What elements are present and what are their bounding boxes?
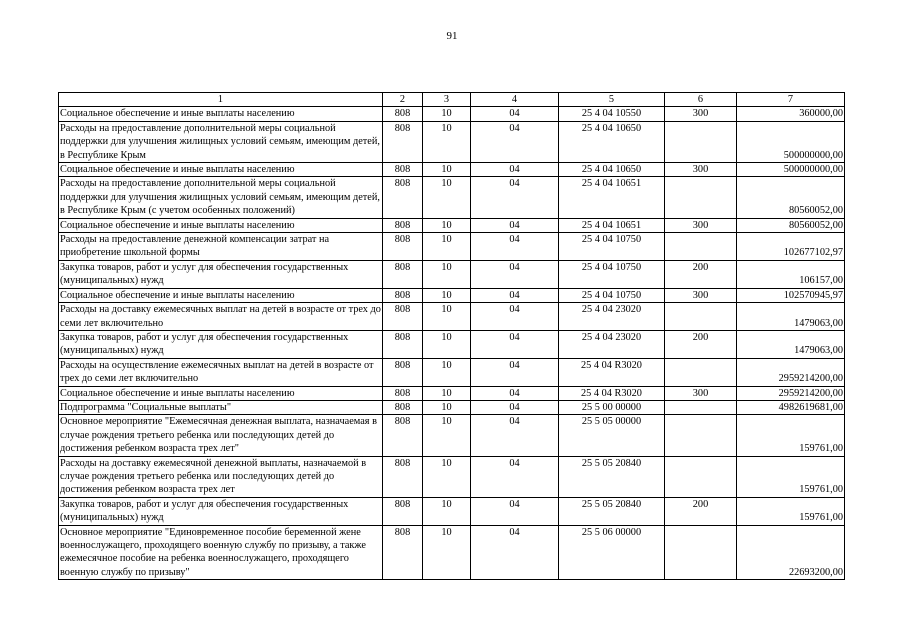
header-cell: 5: [559, 93, 665, 107]
section-code-cell: 10: [423, 177, 471, 218]
amount-cell: 159761,00: [737, 497, 845, 525]
section-code-cell: 10: [423, 121, 471, 162]
expense-name-cell: Расходы на предоставление дополнительной меры социальной поддержки для улучшения жилищных условий семьям, имеющим детей, в Республике Крым (с учетом особенных положений): [59, 177, 383, 218]
table-row: [59, 107, 845, 121]
section-code-cell: 10: [423, 386, 471, 400]
expense-name-cell: Расходы на предоставление дополнительной меры социальной поддержки для улучшения жилищных условий семьям, имеющим детей, в Республике Крым: [59, 121, 383, 162]
expense-type-cell: 300: [665, 386, 737, 400]
section-code-cell: 10: [423, 107, 471, 121]
grbs-code-cell: 808: [383, 456, 423, 497]
amount-cell: 1479063,00: [737, 303, 845, 331]
section-code-cell: 10: [423, 260, 471, 288]
expense-type-cell: 300: [665, 163, 737, 177]
expense-name-cell: Социальное обеспечение и иные выплаты населению: [59, 107, 383, 121]
grbs-code-cell: 808: [383, 358, 423, 386]
section-code-cell: 10: [423, 330, 471, 358]
section-code-cell: 10: [423, 400, 471, 414]
budget-table: [58, 92, 845, 580]
expense-name-cell: Социальное обеспечение и иные выплаты населению: [59, 163, 383, 177]
target-article-cell: 25 4 04 23020: [559, 303, 665, 331]
amount-cell: 360000,00: [737, 107, 845, 121]
expense-type-cell: 200: [665, 497, 737, 525]
table-row: [59, 177, 845, 218]
table-row: [59, 288, 845, 302]
target-article-cell: 25 4 04 10750: [559, 233, 665, 261]
table-row: [59, 233, 845, 261]
target-article-cell: 25 4 04 R3020: [559, 386, 665, 400]
table-row: [59, 400, 845, 414]
table-row: [59, 415, 845, 456]
expense-name-cell: Основное мероприятие "Единовременное пособие беременной жене военнослужащего, проходящего военную службу по призыву, а также ежемесячное пособие на ребенка военнослужащего, проходящего военную службу по призыву": [59, 525, 383, 580]
amount-cell: 80560052,00: [737, 218, 845, 232]
expense-type-cell: [665, 177, 737, 218]
target-article-cell: 25 4 04 23020: [559, 330, 665, 358]
amount-cell: 102677102,97: [737, 233, 845, 261]
table-row: [59, 163, 845, 177]
target-article-cell: 25 4 04 10750: [559, 288, 665, 302]
expense-type-cell: [665, 456, 737, 497]
table-row: [59, 358, 845, 386]
subsection-code-cell: 04: [471, 497, 559, 525]
amount-cell: 159761,00: [737, 415, 845, 456]
grbs-code-cell: 808: [383, 386, 423, 400]
grbs-code-cell: 808: [383, 163, 423, 177]
target-article-cell: 25 4 04 10550: [559, 107, 665, 121]
header-row: [59, 93, 845, 107]
grbs-code-cell: 808: [383, 260, 423, 288]
expense-name-cell: Закупка товаров, работ и услуг для обеспечения государственных (муниципальных) нужд: [59, 497, 383, 525]
table-row: [59, 218, 845, 232]
expense-name-cell: Основное мероприятие "Ежемесячная денежная выплата, назначаемая в случае рождения третьего ребенка или последующих детей до достижения ребенком возраста трех лет": [59, 415, 383, 456]
expense-type-cell: 300: [665, 218, 737, 232]
section-code-cell: 10: [423, 358, 471, 386]
header-cell: 3: [423, 93, 471, 107]
grbs-code-cell: 808: [383, 121, 423, 162]
amount-cell: 159761,00: [737, 456, 845, 497]
table-row: [59, 303, 845, 331]
grbs-code-cell: 808: [383, 233, 423, 261]
subsection-code-cell: 04: [471, 358, 559, 386]
expense-name-cell: Расходы на предоставление денежной компенсации затрат на приобретение школьной формы: [59, 233, 383, 261]
amount-cell: 2959214200,00: [737, 386, 845, 400]
section-code-cell: 10: [423, 456, 471, 497]
header-cell: 7: [737, 93, 845, 107]
target-article-cell: 25 5 05 00000: [559, 415, 665, 456]
section-code-cell: 10: [423, 415, 471, 456]
expense-type-cell: [665, 358, 737, 386]
subsection-code-cell: 04: [471, 218, 559, 232]
grbs-code-cell: 808: [383, 415, 423, 456]
expense-name-cell: Расходы на осуществление ежемесячных выплат на детей в возрасте от трех до семи лет включительно: [59, 358, 383, 386]
expense-name-cell: Расходы на доставку ежемесячной денежной выплаты, назначаемой в случае рождения третьего ребенка или последующих детей до достижения ребенком возраста трех лет: [59, 456, 383, 497]
subsection-code-cell: 04: [471, 525, 559, 580]
expense-type-cell: 200: [665, 260, 737, 288]
target-article-cell: 25 4 04 10750: [559, 260, 665, 288]
subsection-code-cell: 04: [471, 303, 559, 331]
table-row: [59, 260, 845, 288]
section-code-cell: 10: [423, 303, 471, 331]
expense-name-cell: Социальное обеспечение и иные выплаты населению: [59, 218, 383, 232]
expense-name-cell: Социальное обеспечение и иные выплаты населению: [59, 288, 383, 302]
expense-name-cell: Расходы на доставку ежемесячных выплат на детей в возрасте от трех до семи лет включительно: [60, 304, 381, 329]
expense-name-cell: Закупка товаров, работ и услуг для обеспечения государственных (муниципальных) нужд: [59, 260, 383, 288]
amount-cell: 500000000,00: [737, 121, 845, 162]
expense-type-cell: [665, 400, 737, 414]
target-article-cell: 25 5 00 00000: [559, 400, 665, 414]
subsection-code-cell: 04: [471, 288, 559, 302]
amount-cell: 1479063,00: [737, 330, 845, 358]
page-number: 91: [446, 30, 458, 42]
section-code-cell: 10: [423, 163, 471, 177]
amount-cell: 80560052,00: [737, 177, 845, 218]
section-code-cell: 10: [423, 525, 471, 580]
grbs-code-cell: 808: [383, 525, 423, 580]
target-article-cell: 25 4 04 10650: [559, 121, 665, 162]
grbs-code-cell: 808: [383, 303, 423, 331]
subsection-code-cell: 04: [471, 107, 559, 121]
expense-name-cell: Социальное обеспечение и иные выплаты населению: [59, 386, 383, 400]
target-article-cell: 25 4 04 10650: [559, 163, 665, 177]
expense-type-cell: [665, 233, 737, 261]
section-code-cell: 10: [423, 233, 471, 261]
table-row: [59, 497, 845, 525]
subsection-code-cell: 04: [471, 415, 559, 456]
section-code-cell: 10: [423, 288, 471, 302]
table-body: [59, 93, 845, 580]
section-code-cell: 10: [423, 497, 471, 525]
target-article-cell: 25 4 04 R3020: [559, 358, 665, 386]
expense-type-cell: 300: [665, 107, 737, 121]
subsection-code-cell: 04: [471, 121, 559, 162]
grbs-code-cell: 808: [383, 497, 423, 525]
amount-cell: 2959214200,00: [737, 358, 845, 386]
amount-cell: 102570945,97: [737, 288, 845, 302]
header-cell: 6: [665, 93, 737, 107]
expense-type-cell: 300: [665, 288, 737, 302]
subsection-code-cell: 04: [471, 330, 559, 358]
header-cell: 2: [383, 93, 423, 107]
target-article-cell: 25 4 04 10651: [559, 177, 665, 218]
table-row: [59, 330, 845, 358]
amount-cell: 4982619681,00: [737, 400, 845, 414]
subsection-code-cell: 04: [471, 233, 559, 261]
expense-name-cell: Подпрограмма "Социальные выплаты": [59, 400, 383, 414]
table-row: [59, 456, 845, 497]
amount-cell: 106157,00: [737, 260, 845, 288]
subsection-code-cell: 04: [471, 456, 559, 497]
target-article-cell: 25 5 05 20840: [559, 456, 665, 497]
grbs-code-cell: 808: [383, 330, 423, 358]
target-article-cell: 25 5 06 00000: [559, 525, 665, 580]
expense-type-cell: [665, 525, 737, 580]
grbs-code-cell: 808: [383, 218, 423, 232]
table-row: [59, 121, 845, 162]
target-article-cell: 25 5 05 20840: [559, 497, 665, 525]
section-code-cell: 10: [423, 218, 471, 232]
grbs-code-cell: 808: [383, 177, 423, 218]
subsection-code-cell: 04: [471, 260, 559, 288]
target-article-cell: 25 4 04 10651: [559, 218, 665, 232]
table-row: [59, 386, 845, 400]
expense-type-cell: [665, 121, 737, 162]
expense-type-cell: 200: [665, 330, 737, 358]
header-cell: 4: [471, 93, 559, 107]
grbs-code-cell: 808: [383, 288, 423, 302]
expense-name-cell: Закупка товаров, работ и услуг для обеспечения государственных (муниципальных) нужд: [59, 330, 383, 358]
grbs-code-cell: 808: [383, 107, 423, 121]
amount-cell: 22693200,00: [737, 525, 845, 580]
subsection-code-cell: 04: [471, 177, 559, 218]
subsection-code-cell: 04: [471, 386, 559, 400]
grbs-code-cell: 808: [383, 400, 423, 414]
expense-type-cell: [665, 303, 737, 331]
header-cell: 1: [59, 93, 383, 107]
subsection-code-cell: 04: [471, 163, 559, 177]
amount-cell: 500000000,00: [737, 163, 845, 177]
table-row: [59, 525, 845, 580]
subsection-code-cell: 04: [471, 400, 559, 414]
expense-type-cell: [665, 415, 737, 456]
